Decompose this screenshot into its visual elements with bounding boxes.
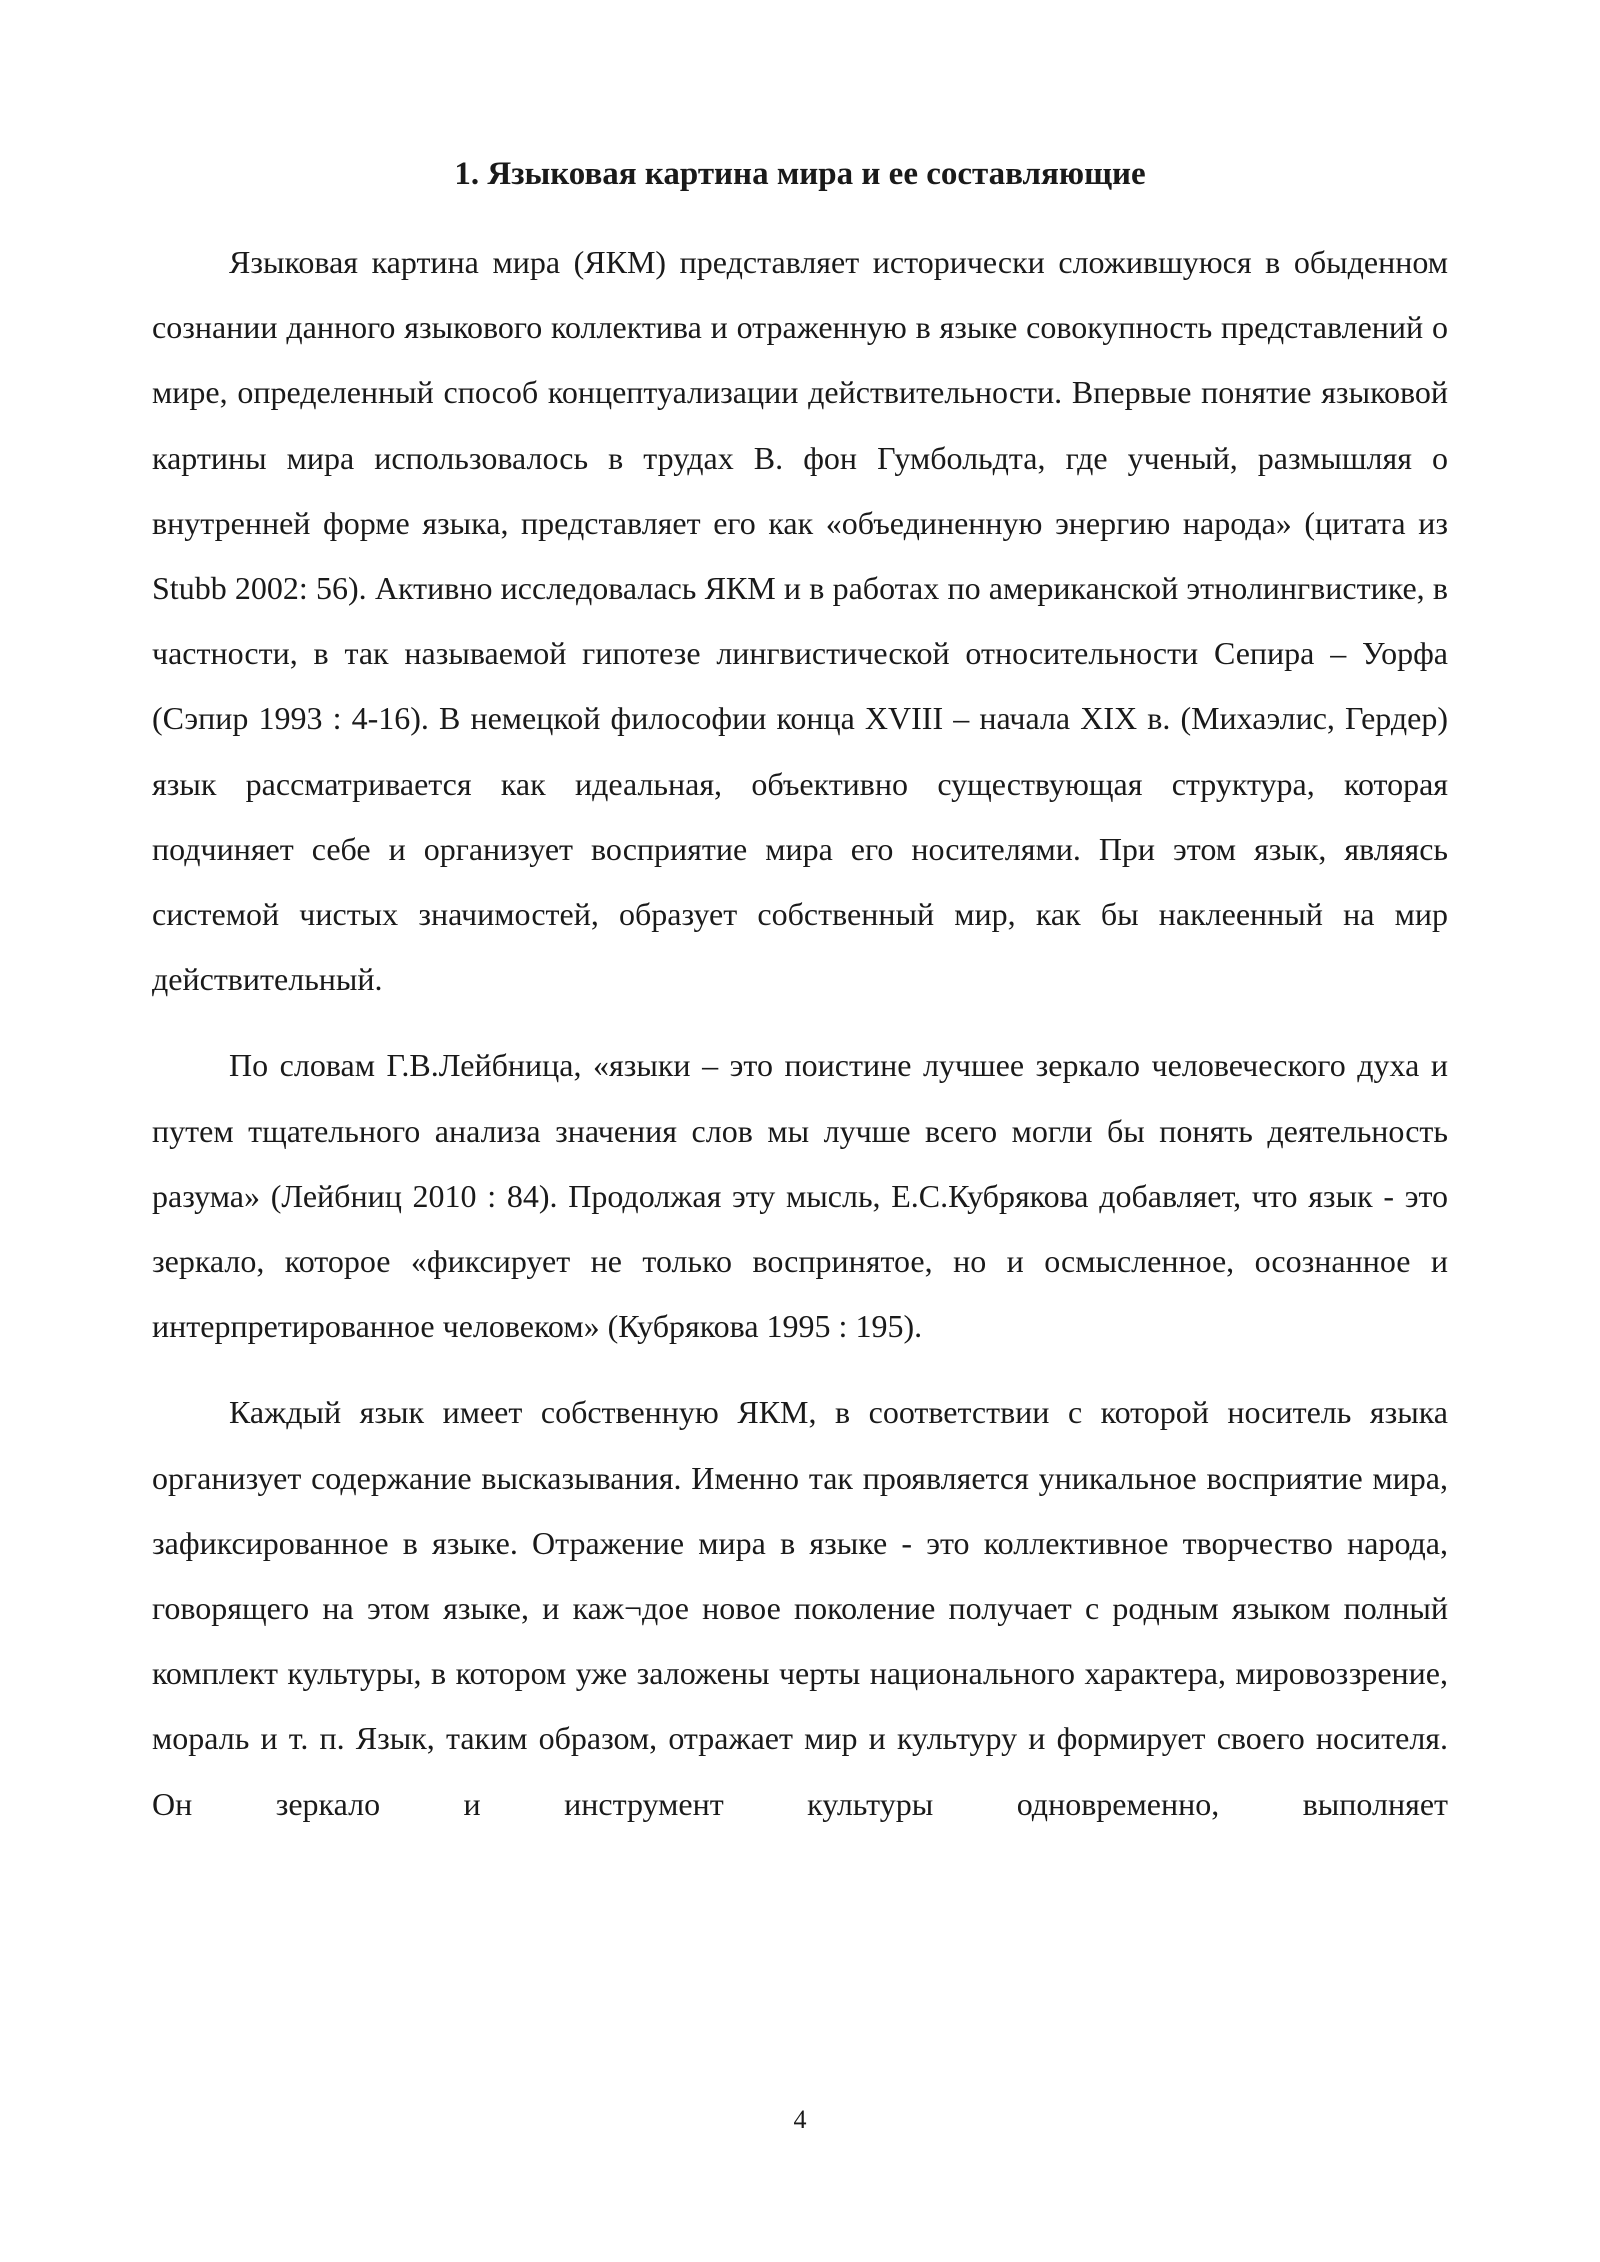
paragraph-3: Каждый язык имеет собственную ЯКМ, в соответствии с которой носитель языка организует содержание высказывания. Именно так проявляется уникальное восприятие мира, зафиксированное в языке. Отражение мира в языке - это коллективное творчество народа, говорящего на этом языке, и каж¬дое новое поколение получает с родным языком полный комплект культуры, в котором уже заложены черты национального характера, мировоззрение, мораль и т. п. Язык, таким образом, отражает мир и культуру и формирует своего носителя. Он зеркало и инструмент культуры одновременно, выполняет [152,1394,1448,1822]
paragraph-2: По словам Г.В.Лейбница, «языки – это поистине лучшее зеркало человеческого духа и путем тщательного анализа значения слов мы лучше всего могли бы понять деятельность разума» (Лейбниц 2010 : 84). Продолжая эту мысль, Е.С.Кубрякова добавляет, что язык - это зеркало, которое «фиксирует не только воспринятое, но и осмысленное, осознанное и интерпретированное человеком» (Кубрякова 1995 : 195). [152,1047,1448,1345]
page-number: 4 [793,2105,807,2134]
paragraph-1: Языковая картина мира (ЯКМ) представляет исторически сложившуюся в обыденном сознании данного языкового коллектива и отраженную в языке совокупность представлений о мире, определенный способ концептуализации действительности. Впервые понятие языковой картины мира использовалось в трудах В. фон Гумбольдта, где ученый, размышляя о внутренней форме языка, представляет его как «объединенную энергию народа» (цитата из Stubb 2002: 56). Активно исследовалась ЯКМ и в работах по американской этнолингвистике, в частности, в так называемой гипотезе лингвистической относительности Сепира – Уорфа (Сэпир 1993 : 4-16). В немецкой философии конца XVIII – начала XIX в. (Михаэлис, Гердер) язык рассматривается как идеальная, объективно существующая структура, которая подчиняет себе и организует восприятие мира его носителями. При этом язык, являясь системой чистых значимостей, образует собственный мир, как бы наклеенный на мир действительный. [152,244,1448,998]
section-heading: 1. Языковая картина мира и ее составляющие [454,156,1146,192]
body-text [152,230,1448,1858]
